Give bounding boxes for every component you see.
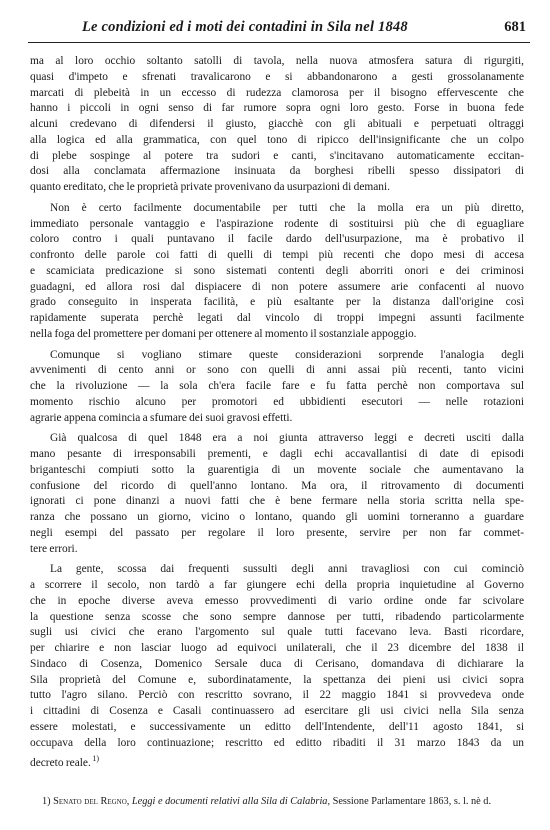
footnote-author: Senato del Regno, [53, 796, 130, 807]
text-line: Sindaco di Cosenza, Domenico Sersale duca di Cerisano, domandava di dichiarare la [30, 657, 524, 670]
text-line: quasi d'impeto e sfrenati travalicarono e si abbandonarono a gesti grossolanamente [30, 70, 524, 83]
text-line: negli esempi del passato per regolare il loro presente, servire per non far commet- [30, 526, 524, 539]
text-line: confronto delle parole coi fatti di quelli di tempi più recenti che dopo mesi di accesa [30, 249, 524, 261]
text-line: nella foga del promettere per domani per ottenere al momento il sostanziale appoggio. [30, 327, 417, 340]
text-line: ignorati ci pone dinanzi a nuovi fatti che è bene fermare nella storia scritta nella spe- [30, 495, 524, 508]
page-number: 681 [504, 19, 526, 35]
text-line: e scamiciata predicazione si sono sistemati contenti degli aborriti onori e dei criminosi [30, 264, 524, 277]
text-line: decreto reale. $^{1)}$ [30, 754, 100, 770]
running-header [28, 16, 528, 40]
text-line: a scorrere il secolo, non tardò a far giungere echi della propria inquietudine al Governo [30, 579, 524, 591]
text-line: immediato personale vantaggio e l'aspirazione rodente di sostituirsi più che di eguagliare [30, 217, 524, 230]
text-line: briganteschi compiuti sotto la guarentigia di un movente sociale che aumentavano la [30, 463, 524, 476]
text-line: alcuni credevano di difendersi il giusto, giacchè con gli abituali e perpetuati oltraggi [30, 118, 524, 130]
text-line: per chiarire e non lasciar luogo ad equivoci unilaterali, che il 23 dicembre del 1838 il [30, 642, 524, 654]
running-title: Le condizioni ed i moti dei contadini in Sila nel 1848 [82, 19, 408, 35]
text-line: che in epoche diverse aveva emesso provvedimenti di vario ordine onde far scivolare [30, 594, 524, 607]
header-rule [28, 42, 530, 43]
text-line: alla logica ed alla grammatica, con quel tono di ripicco dell'insignificante che un colpo [30, 133, 524, 146]
text-line: rapidamente superata perchè legati dal vincolo di troppi impegni assunti facilmente [30, 312, 524, 324]
footnote-title: Leggi e documenti relativi alla Sila di Calabria, [131, 796, 331, 807]
text-line: Comunque si vogliano stimare queste considerazioni sorprende l'analogia degli [50, 348, 524, 361]
paragraph [30, 348, 524, 427]
text-line: Sila proprietà del Comune e, subordinatamente, la spettanza dei pieni usi civici sopra [30, 673, 524, 686]
text-line: tutto l'agro silano. Perciò con rescritto sovrano, il 22 maggio 1841 si provvedeva onde [30, 689, 524, 702]
text-line: momento rischio alcuno per promotori ed ubbidienti esecutori — nelle rotazioni [30, 395, 524, 408]
text-line: Già qualcosa di quel 1848 era a noi giunta attraverso leggi e decreti usciti dalla [50, 432, 524, 445]
text-line: hanno i piccoli in ogni senso di far rumore sopra ogni loro gesto. Forse in buona fede [30, 102, 524, 115]
footnote-marker: 1) [42, 796, 51, 807]
text-line: confusione del ricordo di quell'anno lontano. Ma ora, il ritrovamento di documenti [30, 479, 524, 492]
text-line: ranza che possano un giorno, vicino o lontano, quando gli uomini torneranno a guardare [30, 511, 524, 523]
text-line: mano pesante di irresponsabili prementi, e dagli echi accavallantisi di date di episodi [30, 448, 524, 460]
text-line: marcati di plebeità in un eccesso di rudezza clamorosa per il bisogno effervescente che [30, 86, 524, 99]
text-line: avvenimenti di cento anni or sono con quelli di anni assai più recenti, tanto vicini [30, 364, 524, 377]
text-line: di plebe sospinge al potere tra sudori e canti, s'incitavano automaticamente eccitan- [30, 149, 524, 162]
paragraph [30, 54, 524, 196]
text-line: occupava della loro continuazione; rescritto ed editto ribaditi il 31 marzo 1843 da un [30, 736, 524, 749]
text-line: coloro contro i quali puntavano il facile dardo dell'usurpazione, ma è probativo il [30, 233, 524, 246]
text-line: la questione senza scosse che sono sempre dannose per tutti, ribadendo particolarmente [30, 610, 524, 623]
paragraph [30, 431, 524, 557]
paragraph [30, 562, 524, 772]
text-line: Non è certo facilmente documentabile per tutti che la molla era un più diretto, [50, 201, 524, 214]
text-line: dosi alla conclamata affermazione insinuata da borghesi ribelli spesso dissipatori di [30, 165, 524, 178]
text-line: agrarie appena comincia a sfumare dei suoi gravosi effetti. [30, 411, 293, 424]
footnote-reference: 1) [90, 754, 100, 764]
footnote [42, 794, 522, 809]
text-line: sugli usi civici che erano l'argomento sul quale tutti facevano leva. Basti ricordare, [30, 626, 524, 639]
text-line: che la rivoluzione — la sola ch'era facile fare e fu fatta perchè non comportava sul [30, 380, 524, 392]
paragraph [30, 201, 524, 343]
main-text [30, 54, 524, 777]
footnote-rest: Sessione Parlamentare 1863, s. l. nè d. [332, 796, 492, 807]
text-line: quanto ereditato, che le proprietà private provenivano da usurpazioni di demani. [30, 181, 391, 193]
text-line: tere errori. [30, 542, 78, 555]
text-line: essere molestati, e successivamente un editto dell'Intendente, dell'11 agosto 1841, si [30, 720, 524, 733]
text-line: i cittadini di Cosenza e Casali continuassero ad esercitare gli usi civici nella Sila senza [30, 705, 524, 717]
text-line: grado conseguito in insperata facilità, e più esaltante per la distanza dall'origine così [30, 296, 524, 309]
text-line: guadagni, ed allora rosi dal dispiacere di non potere assumere arie confacenti al nuovo [30, 280, 524, 293]
text-line: La gente, scossa dai frequenti sussulti degli anni travagliosi con cui cominciò [50, 563, 524, 576]
text-line: ma al loro occhio soltanto satolli di tavola, nella nuova atmosfera satura di rigurgiti, [30, 55, 524, 67]
